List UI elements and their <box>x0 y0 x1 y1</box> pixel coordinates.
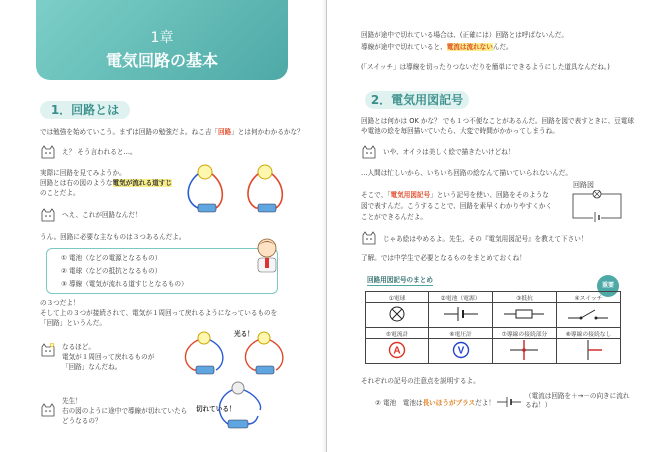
keyword-text: 電気用図記号 <box>390 191 431 199</box>
section-heading-symbols: 2．電気用図記号 <box>365 91 469 109</box>
voltmeter-symbol <box>429 339 493 364</box>
body-line: …人間は忙しいから、いちいち回路の絵なんて描いていられないんだ。 <box>361 169 572 177</box>
components-box <box>46 248 278 294</box>
body-line: のことだよ。 <box>40 189 80 197</box>
battery-symbol <box>429 303 493 328</box>
table-title: 回路用図記号のまとめ <box>367 276 433 284</box>
wire-no-junction-symbol <box>556 339 620 364</box>
body-line: や電池の絵を毎回描いていたら、大変で時間がかかってしまうね。 <box>361 127 559 135</box>
cat-line-1: え？ そう言われると…。 <box>62 148 137 156</box>
label-hikaru: 光る！ <box>234 330 254 338</box>
body-line: 了解。では中学生で必要となるものをまとめておくね！ <box>361 254 526 262</box>
component-item: ① 電池（などの電源となるもの） <box>61 254 162 262</box>
ammeter-symbol <box>366 339 429 364</box>
teacher-illustration <box>252 236 282 274</box>
body-line: 回路とは何かは OK かな？ でも１つ不便なことがあるんだ。回路を図で表すときに、豆電球 <box>361 117 634 125</box>
cat-icon <box>40 207 56 221</box>
cat-icon <box>361 230 377 244</box>
important-badge: 重要 <box>597 275 619 297</box>
intro-text-c: 」とは何かわかるかな？ <box>231 128 304 136</box>
body-line: 回路が途中で切れている場合は、(正確には）回路とは呼ばないんだ。 <box>361 31 568 39</box>
cat-line-3: 「回路」なんだね。 <box>62 363 122 371</box>
symbol-table <box>365 291 621 364</box>
cat-line-4: どうなるの？ <box>62 417 102 425</box>
body-text: そこで、「 <box>361 191 391 199</box>
body-text: 」という記号を使い、回路をそのような <box>430 191 549 199</box>
chapter-number: 1章 <box>150 30 174 46</box>
cat-icon <box>40 342 56 356</box>
cat-line-3: 電気が１周回って戻れるものが <box>62 353 155 361</box>
body-line <box>40 178 172 188</box>
body-text: 回路とは右の図のような <box>40 179 113 187</box>
body-line: うん。回路に必要な主なものは３つあるんだよ。 <box>40 233 186 241</box>
body-line: それぞれの記号の注意点を説明するよ。 <box>361 377 480 385</box>
body-line <box>361 42 513 52</box>
body-text: んだ。 <box>492 43 513 51</box>
body-line: 「回路」というんだ。 <box>40 319 106 327</box>
highlight-text: 電気が流れる道すじ <box>112 179 172 187</box>
body-line: 図で表すんだ。こうすることで、回路を素早くわかりやすくかく <box>361 202 553 210</box>
symbol-header: ③抵抗 <box>492 292 556 303</box>
cat-line-6: じゃあ絵はやめるよ。先生、その『電気用図記号』を教えて下さい！ <box>383 235 588 243</box>
cat-line-4: 先生！ <box>62 397 82 405</box>
intro-line <box>40 127 304 137</box>
note-battery <box>375 398 495 408</box>
note-keyword: 長いほうがプラス <box>422 399 476 407</box>
cat-icon <box>40 144 56 158</box>
body-text: 導線が途中で切れていると、 <box>361 43 447 51</box>
highlight-text: 電流は流れない <box>446 43 493 51</box>
body-line <box>361 190 549 200</box>
body-line: 実際に回路を見てみようか。 <box>40 169 126 177</box>
intro-text-a: では勉強を始めていこう。まずは回路の勉強だよ。ねこ吉「 <box>40 128 219 136</box>
symbol-header: ⑤電流計 <box>366 328 429 339</box>
circuit-diagram <box>569 190 625 222</box>
wire-junction-symbol <box>492 339 556 364</box>
label-kireteiru: 切れている！ <box>196 405 236 413</box>
cat-line-2: へえ、これが回路なんだ！ <box>62 211 142 219</box>
component-item: ③ 導線（電気が流れる道すじとなるもの） <box>61 280 188 288</box>
body-line: そして上の３つが接続されて、電気が１周回って戻れるようになっているものを <box>40 309 278 317</box>
note-text: だよ！ <box>475 399 495 407</box>
voltmeter-letter: V <box>457 345 464 357</box>
body-line: ことができるんだよ。 <box>361 213 427 221</box>
component-item: ② 電球（などの抵抗となるもの） <box>61 267 162 275</box>
cat-line-4: 右の図のように途中で導線が切れていたら <box>62 407 188 415</box>
resistor-symbol <box>492 303 556 328</box>
symbol-header: ⑦導線の接続部分 <box>492 328 556 339</box>
symbol-header: ①電球 <box>366 292 429 303</box>
cat-icon <box>361 144 377 158</box>
bulb-symbol <box>366 303 429 328</box>
battery-mini-symbol <box>497 395 521 409</box>
body-line: (「スイッチ」は導線を切ったりつないだりを簡単にできるようにした道具なんだね。) <box>361 63 610 71</box>
chapter-banner <box>36 0 288 80</box>
symbol-header: ②電池（電源） <box>429 292 493 303</box>
cat-line-3: なるほど。 <box>62 343 95 351</box>
note-text: ② 電池 電池は <box>375 399 423 407</box>
circuit-illustration <box>180 160 300 218</box>
intro-keyword: 回路 <box>218 128 232 136</box>
symbol-header: ⑧導線の接続なし <box>556 328 620 339</box>
body-line: の３つだよ！ <box>40 299 80 307</box>
ammeter-letter: A <box>393 345 401 357</box>
right-page <box>327 0 650 452</box>
note-current-direction: （電流は回路を＋→－の向きに流れるね！） <box>525 392 630 409</box>
chapter-title: 電気回路の基本 <box>105 51 218 70</box>
symbol-header: ④スイッチ <box>556 292 620 303</box>
section-heading-circuit: 1．回路とは <box>40 101 130 119</box>
circuit-diagram-label: 回路図 <box>573 181 594 189</box>
symbol-header: ⑥電圧計 <box>429 328 493 339</box>
switch-symbol <box>556 303 620 328</box>
cat-icon <box>40 402 56 416</box>
cat-line-5: いや、オイラは美しく絵で描きたいけどね！ <box>383 148 515 156</box>
